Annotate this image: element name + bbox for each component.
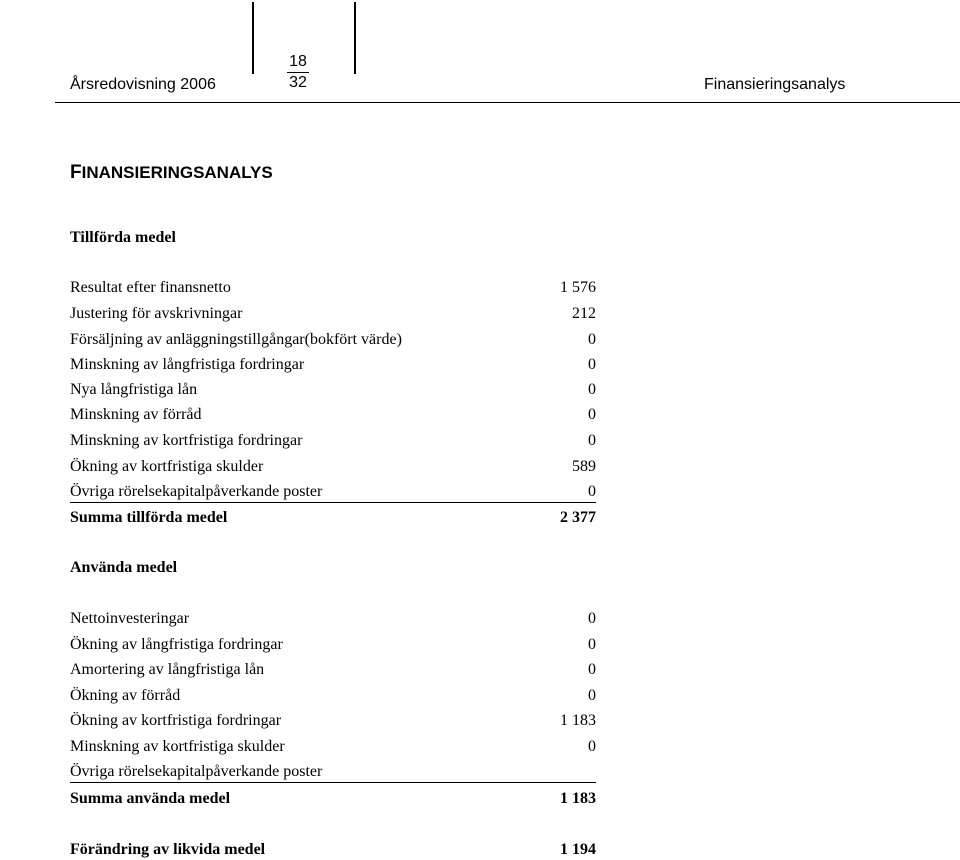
page-number-bottom: 32 [289,74,307,91]
row-label: Minskning av kortfristiga fordringar [70,432,303,449]
table-row [70,431,596,451]
row-label: Övriga rörelsekapitalpåverkande poster [70,483,323,500]
header-rule [55,102,960,103]
sum-row-tillforda [70,508,596,528]
row-label: Minskning av kortfristiga skulder [70,738,285,755]
row-label: Nettoinvesteringar [70,610,190,627]
change-label: Förändring av likvida medel [70,841,266,858]
row-label: Ökning av kortfristiga skulder [70,458,264,475]
row-label: Nya långfristiga lån [70,381,198,398]
row-value: 0 [588,610,596,627]
header-divider-right [354,2,356,74]
row-value: 589 [572,458,596,475]
table-row [70,405,596,425]
sum-row-anvanda [70,789,596,809]
sum-label: Summa tillförda medel [70,509,228,526]
table-row [70,482,596,503]
table-row [70,660,596,680]
section-heading-tillforda: Tillförda medel [70,229,176,246]
row-label: Försäljning av anläggningstillgångar(bokfört värde) [70,331,402,348]
table-row [70,737,596,757]
row-value: 0 [588,661,596,678]
table-row [70,380,596,400]
row-value: 0 [588,432,596,449]
row-label: Resultat efter finansnetto [70,279,231,296]
header-divider-left [252,2,254,74]
row-label: Minskning av långfristiga fordringar [70,356,305,373]
row-value: 212 [572,305,596,322]
row-value: 0 [588,331,596,348]
row-value: 1 183 [560,712,596,729]
page-number-top: 18 [287,52,309,73]
sum-label: Summa använda medel [70,790,231,807]
row-value: 0 [588,738,596,755]
row-value: 0 [588,636,596,653]
row-value: 1 576 [560,279,596,296]
row-label: Ökning av långfristiga fordringar [70,636,283,653]
table-row [70,609,596,629]
sum-value: 1 183 [560,790,596,807]
change-value: 1 194 [560,841,596,858]
table-row [70,711,596,731]
row-value: 0 [588,406,596,423]
sum-value: 2 377 [560,509,596,526]
row-label: Minskning av förråd [70,406,202,423]
section-heading-anvanda: Använda medel [70,559,178,576]
row-label: Justering för avskrivningar [70,305,243,322]
table-row [70,762,596,783]
report-title: Årsredovisning 2006 [70,76,216,93]
page-title-initial: F [70,162,82,183]
page-title [70,162,273,184]
table-row [70,457,596,477]
table-row [70,330,596,350]
row-label: Ökning av kortfristiga fordringar [70,712,282,729]
table-row [70,355,596,375]
table-row [70,278,596,298]
row-value: 0 [588,381,596,398]
table-row [70,635,596,655]
row-label: Amortering av långfristiga lån [70,661,265,678]
change-row [70,840,596,860]
section-name: Finansieringsanalys [704,76,846,93]
page-number [287,52,309,93]
table-row [70,686,596,706]
row-value: 0 [588,356,596,373]
row-label: Övriga rörelsekapitalpåverkande poster [70,763,323,780]
page-title-rest: INANSIERINGSANALYS [81,163,273,182]
row-label: Ökning av förråd [70,687,181,704]
row-value: 0 [588,687,596,704]
row-value: 0 [588,483,596,500]
table-row [70,304,596,324]
